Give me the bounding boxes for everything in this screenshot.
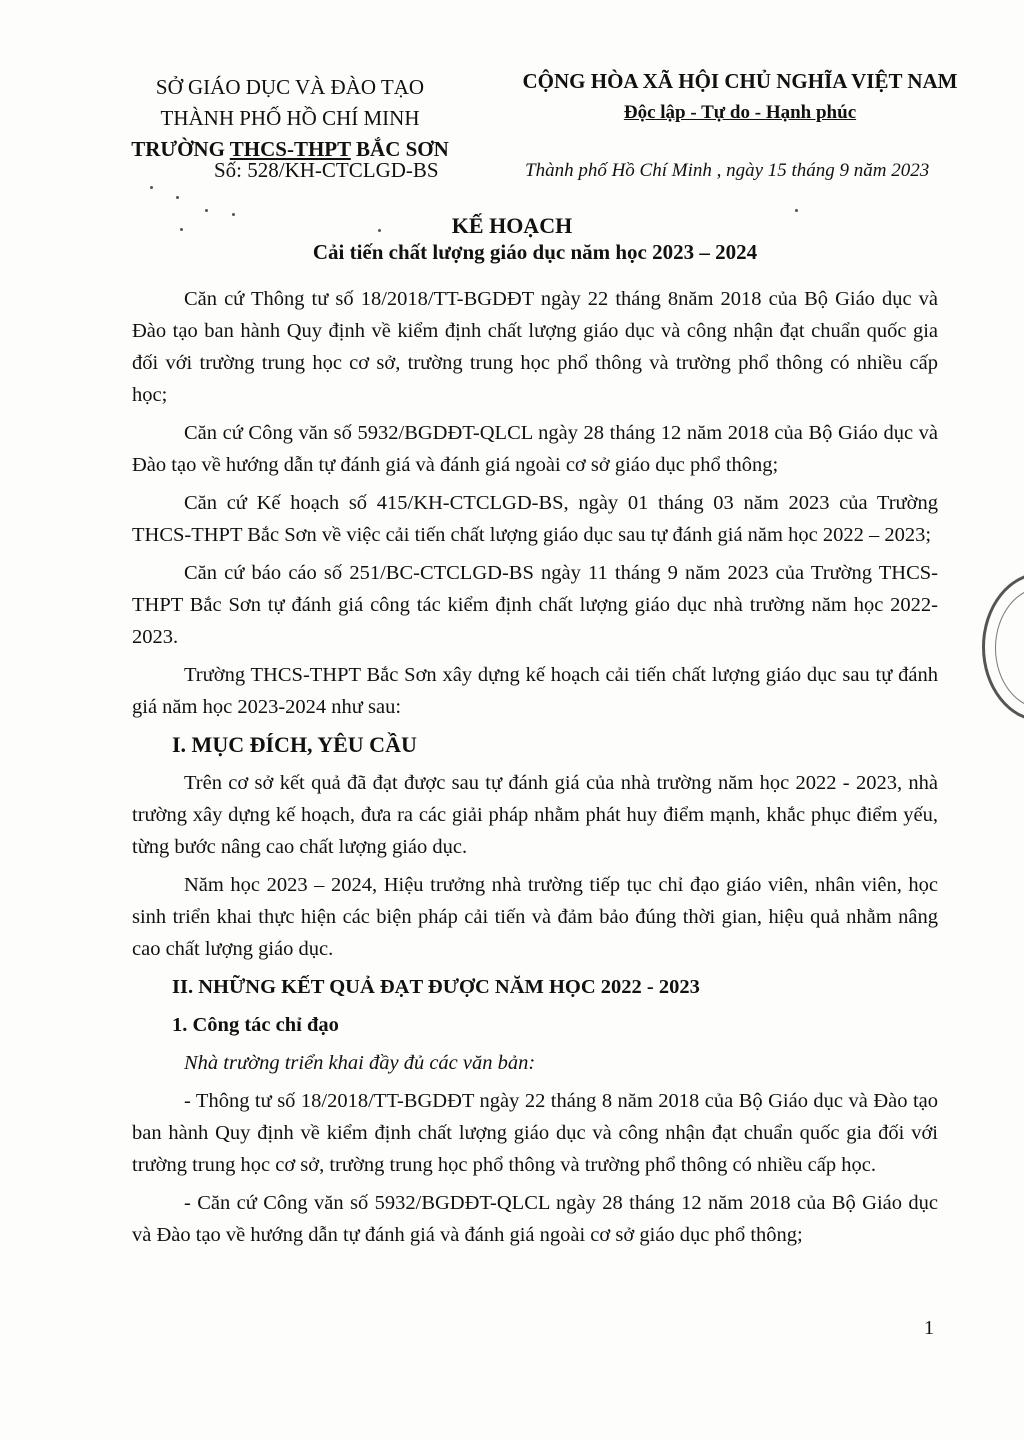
issuing-agency-block xyxy=(120,72,460,165)
agency-line-1: SỞ GIÁO DỤC VÀ ĐÀO TẠO xyxy=(155,75,425,99)
paragraph-intro: Trường THCS-THPT Bắc Sơn xây dựng kế hoạch cải tiến chất lượng giáo dục sau tự đánh giá năm học 2023-2024 như sau: xyxy=(132,664,938,718)
scan-speck xyxy=(232,213,235,216)
paragraph-legal-basis-1: Căn cứ Thông tư số 18/2018/TT-BGDĐT ngày 22 tháng 8năm 2018 của Bộ Giáo dục và Đào tạo ban hành Quy định về kiểm định chất lượng giáo dục và công nhận đạt chuẩn quốc gia đối với trường trung học cơ sở, trường trung học phổ thông và trường phổ thông có nhiều cấp học; xyxy=(132,288,938,406)
section-heading-2: II. NHỮNG KẾT QUẢ ĐẠT ĐƯỢC NĂM HỌC 2022 - 2023 xyxy=(172,976,700,998)
list-item-document-1: - Thông tư số 18/2018/TT-BGDĐT ngày 22 tháng 8 năm 2018 của Bộ Giáo dục và Đào tạo ban hành Quy định về kiểm định chất lượng giáo dục và công nhận đạt chuẩn quốc gia đối với trường trung học cơ sở, trường trung học phổ thông và trường phổ thông có nhiều cấp học. xyxy=(132,1090,938,1176)
paragraph-legal-basis-2: Căn cứ Công văn số 5932/BGDĐT-QLCL ngày 28 tháng 12 năm 2018 của Bộ Giáo dục và Đào tạo về hướng dẫn tự đánh giá và đánh giá ngoài cơ sở giáo dục phổ thông; xyxy=(132,422,938,476)
paragraph-documents-intro: Nhà trường triển khai đầy đủ các văn bản: xyxy=(184,1052,536,1074)
document-body xyxy=(132,283,938,1257)
document-date: Thành phố Hồ Chí Minh , ngày 15 tháng 9 năm 2023 xyxy=(525,160,930,181)
scan-speck xyxy=(795,209,798,212)
national-motto: Độc lập - Tự do - Hạnh phúc xyxy=(623,102,857,123)
scan-speck xyxy=(205,209,208,212)
paragraph-legal-basis-4: Căn cứ báo cáo số 251/BC-CTCLGD-BS ngày 11 tháng 9 năm 2023 của Trường THCS-THPT Bắc Sơn tự đánh giá công tác kiểm định chất lượng giáo dục nhà trường năm học 2022-2023. xyxy=(132,562,938,648)
scan-speck xyxy=(176,196,179,199)
school-name-prefix: TRƯỜNG xyxy=(131,137,230,161)
paragraph-legal-basis-3: Căn cứ Kế hoạch số 415/KH-CTCLGD-BS, ngày 01 tháng 03 năm 2023 của Trường THCS-THPT Bắc Sơn về việc cải tiến chất lượng giáo dục sau tự đánh giá năm học 2022 – 2023; xyxy=(132,492,938,546)
subsection-heading-1: 1. Công tác chỉ đạo xyxy=(172,1014,339,1036)
school-name-suffix: BẮC SƠN xyxy=(350,137,449,161)
paragraph-purpose-1: Trên cơ sở kết quả đã đạt được sau tự đánh giá của nhà trường năm học 2022 - 2023, nhà trường xây dựng kế hoạch, đưa ra các giải pháp nhằm phát huy điểm mạnh, khắc phục điểm yếu, từng bước nâng cao chất lượng giáo dục. xyxy=(132,772,938,858)
national-title: CỘNG HÒA XÃ HỘI CHỦ NGHĨA VIỆT NAM xyxy=(522,69,958,93)
agency-line-2: THÀNH PHỐ HỒ CHÍ MINH xyxy=(160,106,420,130)
page-number: 1 xyxy=(924,1317,934,1339)
school-name-underlined: THCS-THPT xyxy=(229,137,351,161)
scan-speck xyxy=(180,228,183,231)
scan-speck xyxy=(150,186,153,189)
document-title: KẾ HOẠCH xyxy=(451,213,573,238)
official-seal-stamp xyxy=(982,572,1024,722)
document-subtitle: Cải tiến chất lượng giáo dục năm học 2023 – 2024 xyxy=(312,240,758,264)
paragraph-purpose-2: Năm học 2023 – 2024, Hiệu trưởng nhà trường tiếp tục chỉ đạo giáo viên, nhân viên, học sinh triển khai thực hiện các biện pháp cải tiến và đảm bảo đúng thời gian, hiệu quả nhằm nâng cao chất lượng giáo dục. xyxy=(132,874,938,960)
list-item-document-2: - Căn cứ Công văn số 5932/BGDĐT-QLCL ngày 28 tháng 12 năm 2018 của Bộ Giáo dục và Đào tạo về hướng dẫn tự đánh giá và đánh giá ngoài cơ sở giáo dục phổ thông; xyxy=(132,1192,938,1246)
national-header-block xyxy=(510,66,970,128)
document-number: Số: 528/KH-CTCLGD-BS xyxy=(214,158,439,182)
scan-speck xyxy=(378,229,381,232)
national-motto-line xyxy=(510,97,970,128)
section-heading-1: I. MỤC ĐÍCH, YÊU CẦU xyxy=(172,732,417,757)
